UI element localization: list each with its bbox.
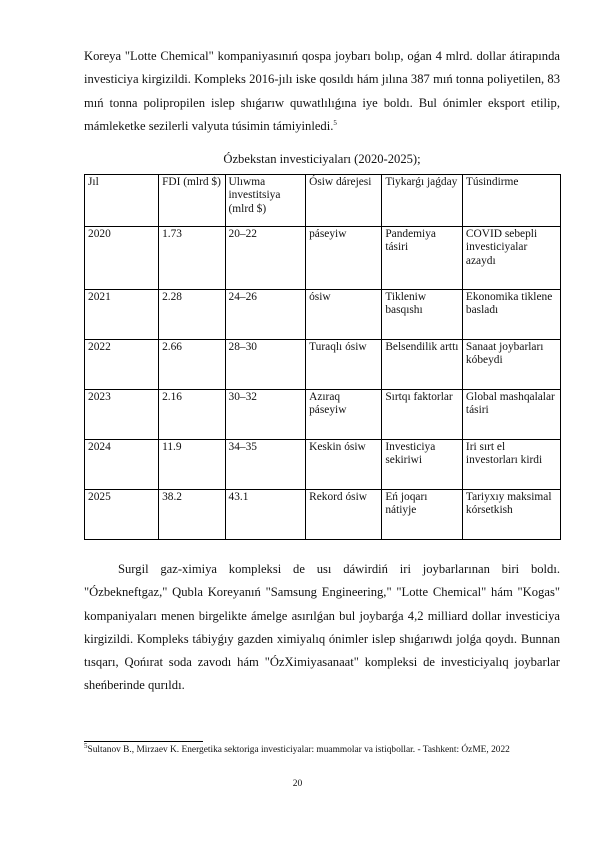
cell-fdi: 38.2	[159, 490, 225, 540]
header-growth-level: Ósiw dárejesi	[306, 175, 382, 227]
table-row	[85, 490, 561, 540]
page-number: 20	[292, 779, 303, 789]
cell-growth: Azıraq páseyiw	[306, 390, 382, 440]
table-header-row	[85, 175, 561, 227]
cell-situation: Tikleniw basqıshı	[382, 290, 463, 340]
header-explanation: Túsindirme	[462, 175, 560, 227]
cell-fdi: 1.73	[159, 227, 225, 290]
cell-explanation: Ekonomika tiklene basladı	[462, 290, 560, 340]
cell-year: 2023	[85, 390, 159, 440]
header-total-investment: Ulıwma investitsiya (mlrd $)	[225, 175, 306, 227]
cell-total: 28–30	[225, 340, 306, 390]
cell-total: 20–22	[225, 227, 306, 290]
header-year: Jıl	[85, 175, 159, 227]
cell-explanation: Sanaat joybarları kóbeydi	[462, 340, 560, 390]
cell-fdi: 2.28	[159, 290, 225, 340]
cell-situation: Pandemiya tásiri	[382, 227, 463, 290]
footnote-reference[interactable]: 5	[333, 118, 337, 127]
cell-total: 30–32	[225, 390, 306, 440]
cell-total: 34–35	[225, 440, 306, 490]
intro-paragraph-text: Koreya "Lotte Chemical" kompaniyasınıń qospa joybarı bolıp, oǵan 4 mlrd. dollar átirapında investiciya kirgizildi. Kompleks 2016-jılı iske qosıldı hám jılına 387 mıń tonna poliyetilen, 83 mıń tonna polipropilen islep shıǵarıw quwatlılıǵına iye boldı. Bul ónimler eksport etilip, mámleketke sezilerli valyuta túsimin támiyinledi.	[84, 49, 560, 133]
table-row	[85, 440, 561, 490]
cell-year: 2020	[85, 227, 159, 290]
cell-growth: páseyiw	[306, 227, 382, 290]
cell-fdi: 11.9	[159, 440, 225, 490]
table-row	[85, 227, 561, 290]
cell-total: 24–26	[225, 290, 306, 340]
cell-growth: Turaqlı ósiw	[306, 340, 382, 390]
cell-situation: Belsendilik arttı	[382, 340, 463, 390]
intro-paragraph	[84, 45, 560, 138]
cell-year: 2025	[85, 490, 159, 540]
cell-growth: Rekord ósiw	[306, 490, 382, 540]
header-main-situation: Tiykarǵı jaǵday	[382, 175, 463, 227]
footnote	[84, 741, 560, 757]
cell-explanation: COVID sebepli investiciyalar azaydı	[462, 227, 560, 290]
cell-fdi: 2.66	[159, 340, 225, 390]
cell-situation: Eń joqarı nátiyje	[382, 490, 463, 540]
cell-year: 2021	[85, 290, 159, 340]
table-row	[85, 290, 561, 340]
table-row	[85, 340, 561, 390]
cell-situation: Investiciya sekiriwi	[382, 440, 463, 490]
table-row	[85, 390, 561, 440]
cell-situation: Sırtqı faktorlar	[382, 390, 463, 440]
cell-explanation: Iri sırt el investorları kirdi	[462, 440, 560, 490]
cell-total: 43.1	[225, 490, 306, 540]
cell-growth: Keskin ósiw	[306, 440, 382, 490]
cell-year: 2024	[85, 440, 159, 490]
cell-explanation: Tariyxıy maksimal kórsetkish	[462, 490, 560, 540]
footnote-marker: 5	[84, 741, 88, 750]
table-caption: Ózbekstan investiciyaları (2020-2025);	[223, 152, 421, 166]
footnote-text: Sultanov B., Mirzaev K. Energetika sektoriga investiciyalar: muammolar va istiqbollar. - Tashkent: ÓzME, 2022	[87, 745, 510, 755]
cell-growth: ósiw	[306, 290, 382, 340]
cell-fdi: 2.16	[159, 390, 225, 440]
second-paragraph: Surgil gaz-ximiya kompleksi de usı dáwirdiń iri joybarlarınan biri boldı. "Ózbekneftgaz," Qubla Koreyanıń "Samsung Engineering," "Lotte Chemical" hám "Kogas" kompaniyaları menen birgelikte ámelge asırılǵan bul joybarǵa 4,2 milliard dollar investiciya kirgizildi. Kompleks tábiyǵıy gazden ximiyalıq ónimler islep shıǵarıwdı jolǵa qoydı. Bunnan tısqarı, Qońırat soda zavodı hám "ÓzXimiyasanaat" kompleksi de investiciyalıq joybarlar sheńberinde qurıldı.	[84, 562, 560, 693]
cell-explanation: Global mashqalalar tásiri	[462, 390, 560, 440]
footnote-divider	[84, 741, 203, 742]
investment-table	[84, 174, 561, 540]
header-fdi: FDI (mlrd $)	[159, 175, 225, 227]
cell-year: 2022	[85, 340, 159, 390]
